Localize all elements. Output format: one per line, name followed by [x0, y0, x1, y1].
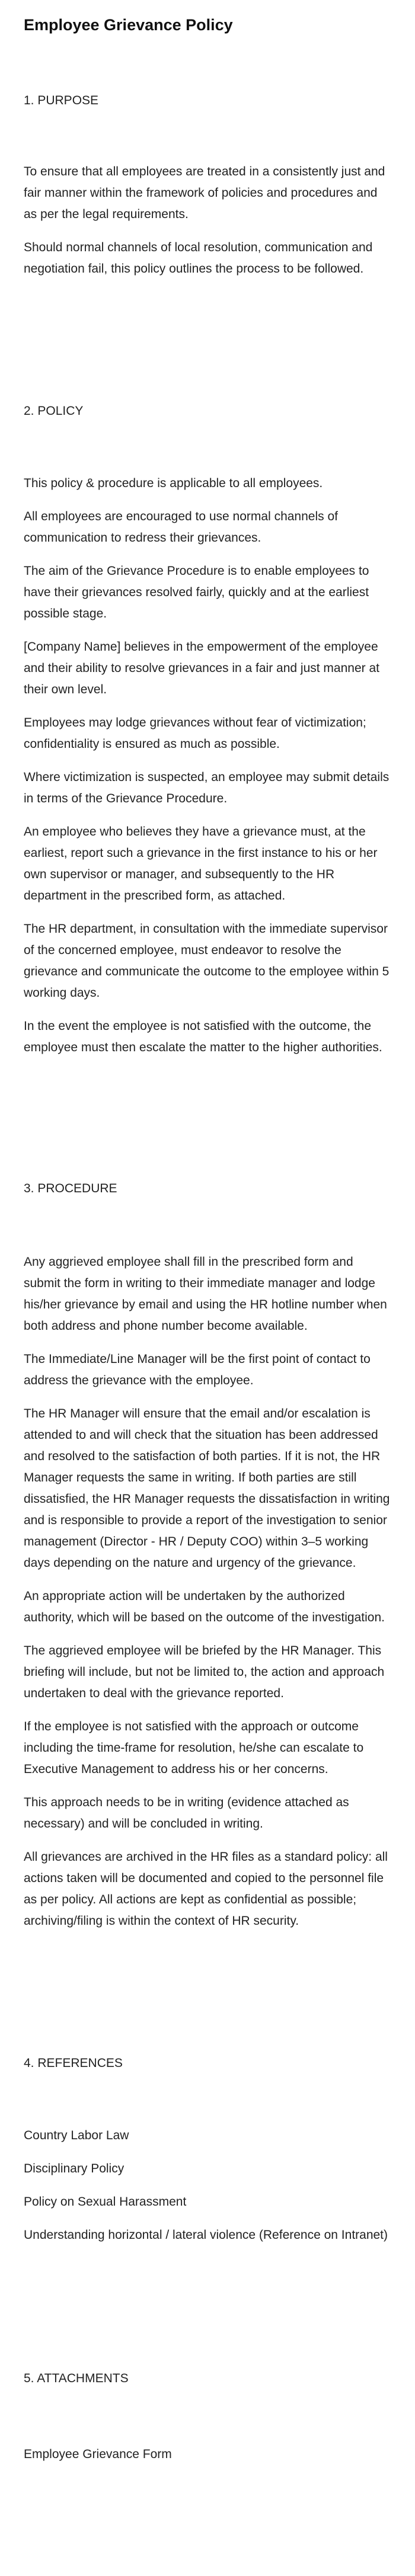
reference-item: Disciplinary Policy: [24, 2162, 124, 2175]
reference-item: Country Labor Law: [24, 2129, 129, 2142]
procedure-paragraph: The aggrieved employee will be briefed by the HR Manager. This briefing will include, but not be limited to, the action and approach undertaken to deal with the grievance reported.: [24, 1644, 385, 1700]
section-body-policy: [24, 473, 391, 1058]
policy-paragraph: The aim of the Grievance Procedure is to enable employees to have their grievances resolved fairly, quickly and at the earliest possible stage.: [24, 564, 369, 620]
section-heading-purpose: 1. PURPOSE: [24, 94, 99, 107]
policy-paragraph: Employees may lodge grievances without fear of victimization; confidentiality is ensured as much as possible.: [24, 716, 366, 751]
section-heading-references: 4. REFERENCES: [24, 2056, 123, 2070]
policy-paragraph: Where victimization is suspected, an employee may submit details in terms of the Grievance Procedure.: [24, 770, 390, 805]
section-body-attachments: [24, 2444, 391, 2465]
policy-paragraph: [Company Name] believes in the empowerment of the employee and their ability to resolve grievances in a fair and just manner at their own level.: [24, 640, 379, 696]
purpose-paragraph: To ensure that all employees are treated in a consistently just and fair manner within the framework of policies and procedures and as per the legal requirements.: [24, 165, 385, 221]
policy-paragraph: This policy & procedure is applicable to all employees.: [24, 476, 323, 490]
procedure-paragraph: Any aggrieved employee shall fill in the prescribed form and submit the form in writing to their immediate manager and lodge his/her grievance by email and using the HR hotline number when both address and phone number become available.: [24, 1255, 387, 1333]
policy-paragraph: The HR department, in consultation with the immediate supervisor of the concerned employee, must endeavor to resolve the grievance and communicate the outcome to the employee within 5 working days.: [24, 922, 390, 1000]
section-body-references: [24, 2125, 391, 2246]
section-heading-procedure: 3. PROCEDURE: [24, 1182, 117, 1195]
purpose-paragraph: Should normal channels of local resolution, communication and negotiation fail, this policy outlines the process to be followed.: [24, 241, 373, 276]
procedure-paragraph: The HR Manager will ensure that the email and/or escalation is attended to and will check that the situation has been addressed and resolved to the satisfaction of both parties. If it is not, the HR Manager requests the same in writing. If both parties are still dissatisfied, the HR Manager requests the dissatisfaction in writing and is responsible to provide a report of the investigation to senior management (Director - HR / Deputy COO) within 3–5 working days depending on the nature and urgency of the grievance.: [24, 1407, 390, 1570]
attachment-item: Employee Grievance Form: [24, 2447, 172, 2461]
section-body-procedure: [24, 1252, 391, 1932]
policy-paragraph: In the event the employee is not satisfied with the outcome, the employee must then escalate the matter to the higher authorities.: [24, 1019, 382, 1054]
procedure-paragraph: All grievances are archived in the HR files as a standard policy: all actions taken will be documented and copied to the personnel file as per policy. All actions are kept as confidential as possible; archiving/filing is within the context of HR security.: [24, 1850, 388, 1928]
reference-item: Understanding horizontal / lateral violence (Reference on Intranet): [24, 2228, 388, 2242]
procedure-paragraph: If the employee is not satisfied with the approach or outcome including the time-frame for resolution, he/she can escalate to Executive Management to address his or her concerns.: [24, 1720, 364, 1776]
section-heading-policy: 2. POLICY: [24, 404, 84, 418]
document-title: Employee Grievance Policy: [24, 16, 233, 34]
procedure-paragraph: The Immediate/Line Manager will be the first point of contact to address the grievance with the employee.: [24, 1352, 371, 1387]
procedure-paragraph: This approach needs to be in writing (evidence attached as necessary) and will be concluded in writing.: [24, 1796, 349, 1831]
procedure-paragraph: An appropriate action will be undertaken by the authorized authority, which will be based on the outcome of the investigation.: [24, 1589, 385, 1624]
section-body-purpose: [24, 161, 391, 280]
section-heading-attachments: 5. ATTACHMENTS: [24, 2372, 129, 2385]
policy-paragraph: All employees are encouraged to use normal channels of communication to redress their grievances.: [24, 510, 338, 545]
policy-paragraph: An employee who believes they have a grievance must, at the earliest, report such a grievance in the first instance to his or her own supervisor or manager, and subsequently to the HR department in the prescribed form, as attached.: [24, 825, 378, 903]
reference-item: Policy on Sexual Harassment: [24, 2195, 187, 2209]
